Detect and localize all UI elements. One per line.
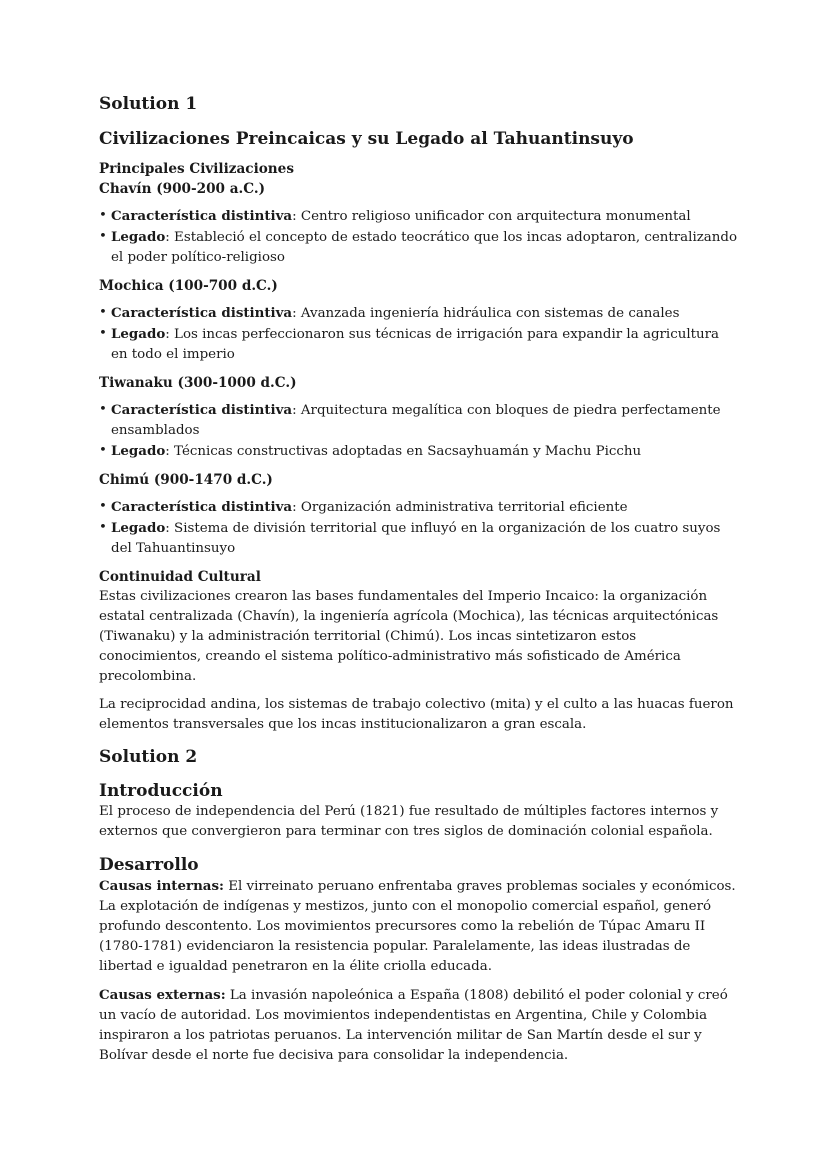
civ-chimu-list	[99, 497, 739, 559]
list-item	[111, 518, 739, 559]
item-text: : Avanzada ingeniería hidráulica con sistemas de canales	[292, 306, 680, 321]
solution1-heading: Solution 1	[99, 94, 198, 114]
item-label: Legado	[111, 443, 166, 459]
development-heading: Desarrollo	[99, 855, 199, 875]
principal-heading: Principales Civilizaciones	[99, 161, 294, 177]
item-text: : Sistema de división territorial que influyó en la organización de los cuatro suyos del Tahuantinsuyo	[111, 521, 721, 556]
intro-heading: Introducción	[99, 781, 223, 801]
civ-chimu-name: Chimú (900-1470 d.C.)	[99, 472, 273, 488]
continuity-paragraph-2: La reciprocidad andina, los sistemas de trabajo colectivo (mita) y el culto a las huacas fueron elementos transversales que los incas institucionalizaron a gran escala.	[99, 697, 734, 732]
item-text: : Estableció el concepto de estado teocrático que los incas adoptaron, centralizando el poder político-religioso	[111, 230, 738, 265]
continuity-paragraph-1: Estas civilizaciones crearon las bases fundamentales del Imperio Incaico: la organización estatal centralizada (Chavín), la ingeniería agrícola (Mochica), las técnicas arquitectónicas (Tiwanaku) y la administración territorial (Chimú). Los incas sintetizaron estos conocimientos, creando el sistema político-administrativo más sofisticado de América precolombina.	[99, 589, 719, 684]
document-page	[99, 93, 739, 1066]
civ-mochica-name: Mochica (100-700 d.C.)	[99, 278, 278, 294]
list-item	[111, 497, 739, 518]
item-label: Característica distintiva	[111, 499, 293, 515]
item-text: : Los incas perfeccionaron sus técnicas de irrigación para expandir la agricultura en todo el imperio	[111, 327, 719, 362]
civ-tiwanaku-list	[99, 400, 739, 462]
civ-mochica-list	[99, 303, 739, 365]
internal-causes-paragraph	[99, 876, 739, 977]
item-label: Legado	[111, 326, 166, 342]
item-text: : Arquitectura megalítica con bloques de piedra perfectamente ensamblados	[111, 403, 721, 438]
continuity-heading: Continuidad Cultural	[99, 569, 261, 585]
external-causes-label: Causas externas:	[99, 987, 226, 1003]
civ-chavin-name: Chavín (900-200 a.C.)	[99, 181, 266, 197]
external-causes-paragraph	[99, 985, 739, 1066]
list-item	[111, 441, 739, 462]
list-item	[111, 227, 739, 268]
list-item	[111, 206, 739, 227]
civ-chavin-list	[99, 206, 739, 268]
intro-paragraph: El proceso de independencia del Perú (1821) fue resultado de múltiples factores internos y externos que convergieron para terminar con tres siglos de dominación colonial española.	[99, 804, 719, 839]
item-label: Legado	[111, 229, 166, 245]
item-label: Característica distintiva	[111, 402, 293, 418]
internal-causes-label: Causas internas:	[99, 878, 224, 894]
internal-causes-text: El virreinato peruano enfrentaba graves problemas sociales y económicos. La explotación de indígenas y mestizos, junto con el monopolio comercial español, generó profundo descontento. Los movimientos precursores como la rebelión de Túpac Amaru II (1780-1781) evidenciaron la resistencia popular. Paralelamente, las ideas ilustradas de libertad e igualdad penetraron en la élite criolla educada.	[99, 879, 736, 974]
item-label: Característica distintiva	[111, 305, 293, 321]
list-item	[111, 303, 739, 324]
list-item	[111, 400, 739, 441]
item-text: : Técnicas constructivas adoptadas en Sacsayhuamán y Machu Picchu	[165, 444, 642, 459]
item-label: Característica distintiva	[111, 208, 293, 224]
external-causes-text: La invasión napoleónica a España (1808) debilitó el poder colonial y creó un vacío de autoridad. Los movimientos independentistas en Argentina, Chile y Colombia inspiraron a los patriotas peruanos. La intervención militar de San Martín desde el sur y Bolívar desde el norte fue decisiva para consolidar la independencia.	[99, 988, 728, 1063]
item-text: : Organización administrativa territorial eficiente	[292, 500, 628, 515]
solution1-title: Civilizaciones Preincaicas y su Legado al Tahuantinsuyo	[99, 129, 634, 149]
list-item	[111, 324, 739, 365]
civ-tiwanaku-name: Tiwanaku (300-1000 d.C.)	[99, 375, 297, 391]
solution2-heading: Solution 2	[99, 747, 198, 767]
item-text: : Centro religioso unificador con arquitectura monumental	[292, 209, 691, 224]
item-label: Legado	[111, 520, 166, 536]
